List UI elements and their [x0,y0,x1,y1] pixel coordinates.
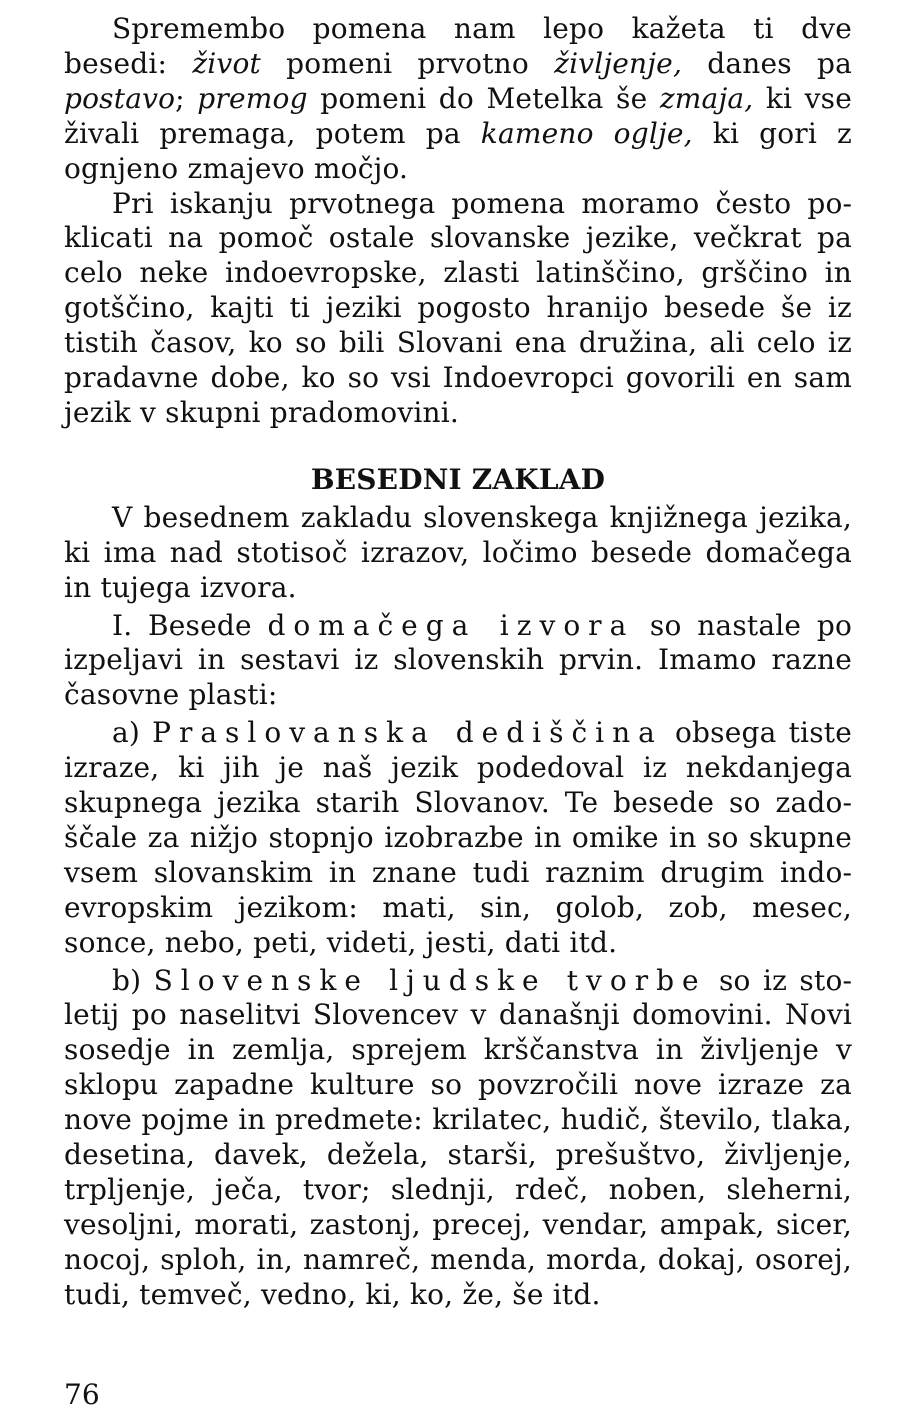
text-run: I. Besede [112,608,268,642]
paragraph-3 [64,501,852,606]
document-page [64,12,852,1313]
text-run: Pri iskanju prvotnega pomena moramo često poklicati na pomoč ostale slovanske jezike, večkrat pa celo neke indoevropske, zlasti latinščino, grščino in gotščino, kajti ti jeziki pogosto hranijo besede še iz tistih časov, ko so bili Slovani ena družina, ali celo iz pradavne dobe, ko so vsi Indoevropci govorili en sam jezik v skupni pradomovini. [64,186,852,429]
text-run: pomeni prvotno [260,46,555,80]
text-run: b) [112,963,154,997]
text-run: so nastale po izpeljavi in sestavi iz slovenskih prvin. Imamo razne časovne plasti: [64,608,852,712]
text-run: a) [112,716,153,750]
paragraph-6 [64,964,852,1313]
text-run: so iz stoletij po naselitvi Slovencev v današnji domovini. Novi sosedje in zemlja, sprejem krščanstva in življenje v sklopu zapadne kulture so povzročili nove izraze za nove pojme in predmete: [64,963,852,1137]
paragraph-2 [64,187,852,431]
example-words: mati, sin, golob, zob, mesec, sonce, nebo, peti, videti, jesti, dati itd. [64,890,852,959]
section-heading: BESEDNI ZAKLAD [310,462,606,496]
text-run: Spremembo pomena nam lepo kažeta ti dve besedi: [64,12,852,80]
italic-term: postavo [64,81,176,115]
spaced-term: Slovenske ljudske tvorbe [153,963,707,997]
page-number: 76 [64,1378,100,1411]
paragraph-4 [64,609,852,714]
text-run: ki gori z ognjeno zmajevo močjo. [64,116,853,185]
spaced-term: domačega izvora [267,608,635,642]
italic-term: život [192,46,261,80]
text-run: ki vse živali premaga, potem pa [64,81,852,150]
italic-term: zmaja, [659,81,754,115]
text-run: pomeni do Metelka še [307,81,660,115]
italic-term: življenje, [554,46,683,80]
text-run: V besednem zakladu slovenskega knjižnega jezika, ki ima nad stotisoč izrazov, ločimo besede domačega in tujega izvora. [64,500,852,604]
text-run: danes pa [682,46,853,80]
text-run: obsega tiste izraze, ki jih je naš jezik podedoval iz nekdanjega skupnega jezika starih Slovanov. Te besede so zadoščale za nižjo stopnjo izobrazbe in omike in so skupne vsem slovanskim in znane tudi raznim drugim indoevropskim jezikom: [64,716,853,924]
spaced-term: Praslovanska dediščina [152,716,663,750]
paragraph-5 [64,716,852,960]
example-words: krilatec, hudič, število, tlaka, desetina, davek, dežela, starši, prešuštvo, življenje, trpljenje, ječa, tvor; slednji, rdeč, noben, sleherni, vesoljni, morati, zastonj, precej, vendar, ampak, sicer, nocoj, sploh, in, namreč, menda, morda, dokaj, osorej, tudi, temveč, vedno, ki, ko, že, še itd. [64,1103,852,1311]
text-run: ; [175,81,198,115]
italic-term: premog [197,81,308,115]
italic-term: kameno oglje, [480,116,693,150]
paragraph-1 [64,12,852,187]
